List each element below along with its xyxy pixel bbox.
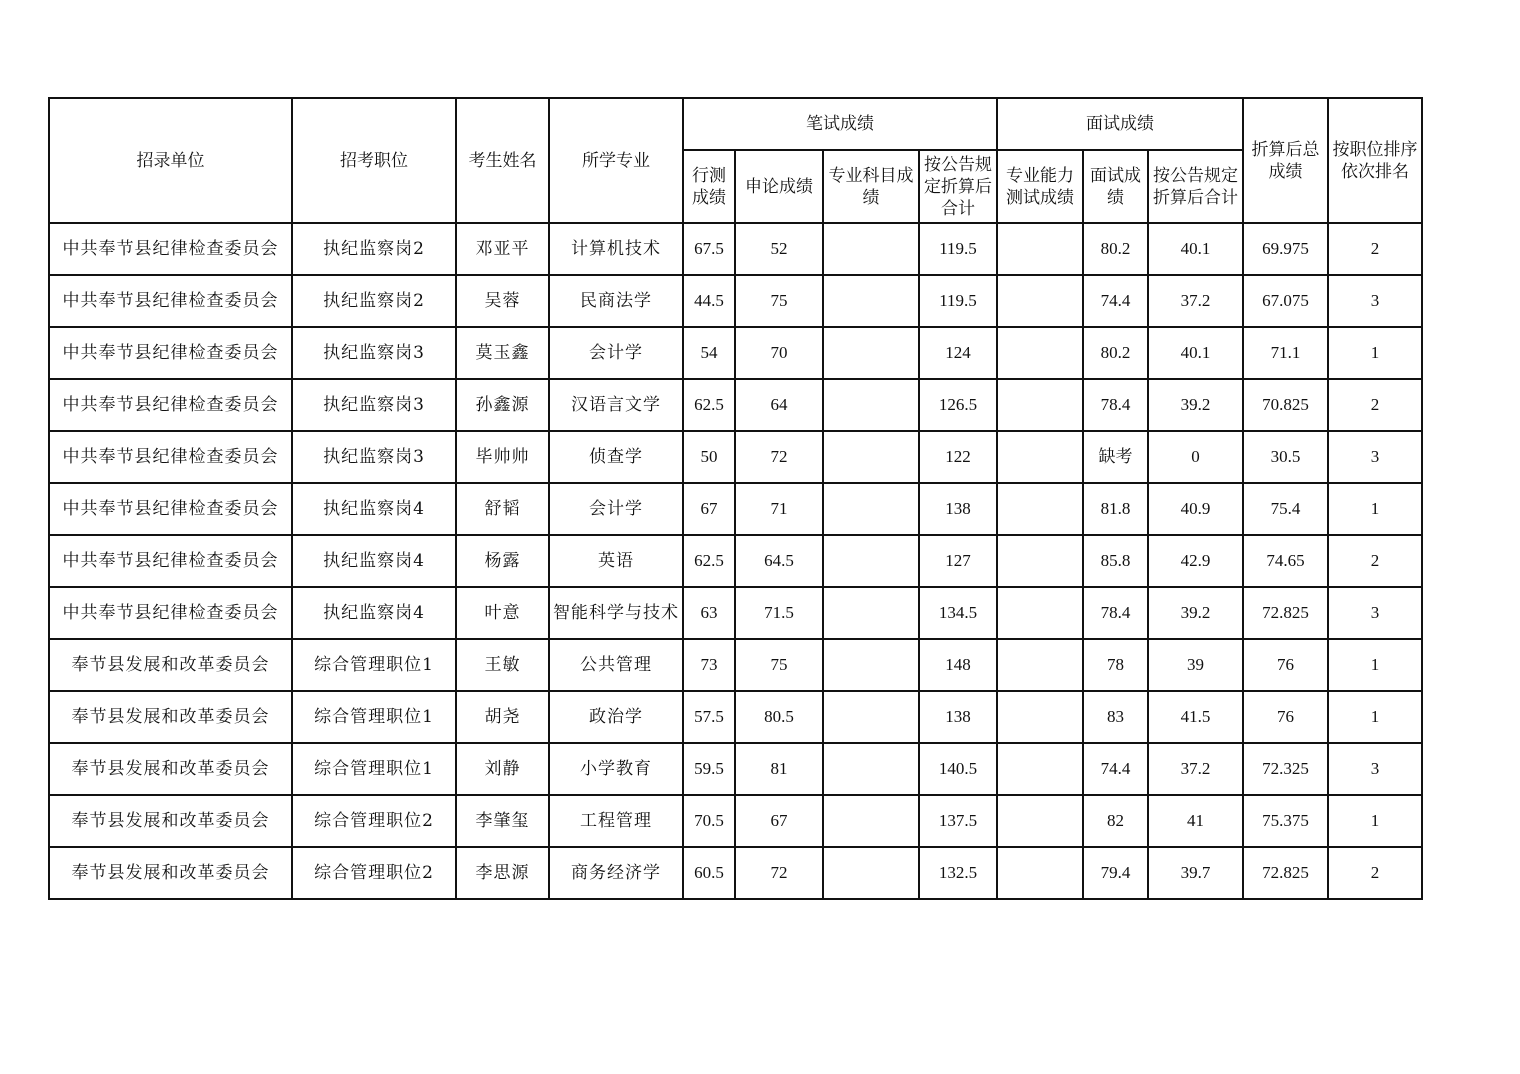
cell-ability <box>997 535 1083 587</box>
cell-major: 工程管理 <box>549 795 683 847</box>
header-written-converted <box>919 150 997 223</box>
header-row-top <box>49 98 1422 150</box>
cell-xingce: 62.5 <box>683 379 735 431</box>
cell-name: 叶意 <box>456 587 549 639</box>
cell-interview: 82 <box>1083 795 1148 847</box>
cell-shenlun: 64 <box>735 379 823 431</box>
cell-interview-converted: 40.1 <box>1148 223 1243 275</box>
cell-major: 计算机技术 <box>549 223 683 275</box>
cell-total: 69.975 <box>1243 223 1328 275</box>
cell-specialty <box>823 327 919 379</box>
header-unit: 招录单位 <box>49 98 292 223</box>
cell-written-converted: 119.5 <box>919 275 997 327</box>
cell-unit: 中共奉节县纪律检查委员会 <box>49 327 292 379</box>
cell-major: 汉语言文学 <box>549 379 683 431</box>
header-interview: 面试成绩 <box>1083 150 1148 223</box>
cell-total: 74.65 <box>1243 535 1328 587</box>
cell-interview-converted: 37.2 <box>1148 743 1243 795</box>
cell-shenlun: 75 <box>735 639 823 691</box>
cell-specialty <box>823 275 919 327</box>
cell-shenlun: 71 <box>735 483 823 535</box>
cell-shenlun: 67 <box>735 795 823 847</box>
cell-position: 综合管理职位2 <box>292 847 456 899</box>
cell-specialty <box>823 535 919 587</box>
cell-rank: 3 <box>1328 743 1422 795</box>
cell-written-converted: 122 <box>919 431 997 483</box>
cell-interview-converted: 39 <box>1148 639 1243 691</box>
cell-written-converted: 148 <box>919 639 997 691</box>
cell-position: 执纪监察岗4 <box>292 483 456 535</box>
header-written-group: 笔试成绩 <box>683 98 997 150</box>
cell-rank: 2 <box>1328 847 1422 899</box>
header-xingce: 行测成绩 <box>683 150 735 223</box>
header-interview-converted: 按公告规定折算后合计 <box>1148 150 1243 223</box>
cell-interview: 80.2 <box>1083 223 1148 275</box>
cell-unit: 奉节县发展和改革委员会 <box>49 743 292 795</box>
cell-major: 侦查学 <box>549 431 683 483</box>
cell-shenlun: 70 <box>735 327 823 379</box>
cell-interview: 81.8 <box>1083 483 1148 535</box>
table-row <box>49 587 1422 639</box>
cell-shenlun: 71.5 <box>735 587 823 639</box>
cell-ability <box>997 795 1083 847</box>
header-interview-group: 面试成绩 <box>997 98 1243 150</box>
cell-major: 英语 <box>549 535 683 587</box>
cell-xingce: 57.5 <box>683 691 735 743</box>
cell-written-converted: 119.5 <box>919 223 997 275</box>
cell-name: 舒韬 <box>456 483 549 535</box>
cell-rank: 1 <box>1328 691 1422 743</box>
cell-specialty <box>823 587 919 639</box>
header-position: 招考职位 <box>292 98 456 223</box>
cell-name: 杨露 <box>456 535 549 587</box>
cell-interview: 74.4 <box>1083 743 1148 795</box>
cell-position: 综合管理职位1 <box>292 743 456 795</box>
cell-specialty <box>823 847 919 899</box>
cell-specialty <box>823 379 919 431</box>
cell-total: 75.375 <box>1243 795 1328 847</box>
cell-unit: 中共奉节县纪律检查委员会 <box>49 223 292 275</box>
cell-unit: 中共奉节县纪律检查委员会 <box>49 535 292 587</box>
cell-rank: 1 <box>1328 639 1422 691</box>
cell-interview: 78 <box>1083 639 1148 691</box>
table-body <box>49 223 1422 899</box>
cell-interview-converted: 39.2 <box>1148 587 1243 639</box>
cell-interview-converted: 0 <box>1148 431 1243 483</box>
cell-written-converted: 127 <box>919 535 997 587</box>
cell-rank: 1 <box>1328 483 1422 535</box>
cell-unit: 奉节县发展和改革委员会 <box>49 847 292 899</box>
cell-ability <box>997 483 1083 535</box>
cell-position: 执纪监察岗2 <box>292 275 456 327</box>
cell-name: 李肇玺 <box>456 795 549 847</box>
cell-total: 72.825 <box>1243 847 1328 899</box>
cell-specialty <box>823 223 919 275</box>
header-name: 考生姓名 <box>456 98 549 223</box>
cell-interview: 78.4 <box>1083 587 1148 639</box>
cell-interview-converted: 41.5 <box>1148 691 1243 743</box>
cell-shenlun: 64.5 <box>735 535 823 587</box>
cell-name: 吴蓉 <box>456 275 549 327</box>
cell-name: 王敏 <box>456 639 549 691</box>
cell-major: 会计学 <box>549 327 683 379</box>
cell-major: 智能科学与技术 <box>549 587 683 639</box>
cell-written-converted: 126.5 <box>919 379 997 431</box>
cell-unit: 奉节县发展和改革委员会 <box>49 691 292 743</box>
header-written-converted-text: 按公告规定折算后合计 <box>924 154 992 219</box>
cell-ability <box>997 743 1083 795</box>
cell-major: 政治学 <box>549 691 683 743</box>
cell-xingce: 44.5 <box>683 275 735 327</box>
cell-name: 邓亚平 <box>456 223 549 275</box>
cell-specialty <box>823 795 919 847</box>
cell-unit: 奉节县发展和改革委员会 <box>49 795 292 847</box>
cell-written-converted: 124 <box>919 327 997 379</box>
cell-written-converted: 137.5 <box>919 795 997 847</box>
cell-interview: 83 <box>1083 691 1148 743</box>
cell-shenlun: 80.5 <box>735 691 823 743</box>
table-row <box>49 431 1422 483</box>
cell-unit: 中共奉节县纪律检查委员会 <box>49 379 292 431</box>
cell-xingce: 60.5 <box>683 847 735 899</box>
cell-total: 72.325 <box>1243 743 1328 795</box>
cell-total: 30.5 <box>1243 431 1328 483</box>
cell-total: 71.1 <box>1243 327 1328 379</box>
cell-xingce: 63 <box>683 587 735 639</box>
table-row <box>49 483 1422 535</box>
cell-name: 孙鑫源 <box>456 379 549 431</box>
cell-interview-converted: 39.2 <box>1148 379 1243 431</box>
cell-xingce: 73 <box>683 639 735 691</box>
cell-position: 综合管理职位1 <box>292 691 456 743</box>
cell-interview-converted: 40.9 <box>1148 483 1243 535</box>
cell-rank: 3 <box>1328 275 1422 327</box>
cell-specialty <box>823 483 919 535</box>
cell-position: 综合管理职位1 <box>292 639 456 691</box>
cell-unit: 奉节县发展和改革委员会 <box>49 639 292 691</box>
cell-unit: 中共奉节县纪律检查委员会 <box>49 587 292 639</box>
cell-interview-converted: 37.2 <box>1148 275 1243 327</box>
table-row <box>49 795 1422 847</box>
cell-name: 刘静 <box>456 743 549 795</box>
cell-name: 李思源 <box>456 847 549 899</box>
cell-interview: 85.8 <box>1083 535 1148 587</box>
header-specialty: 专业科目成绩 <box>823 150 919 223</box>
table-row <box>49 847 1422 899</box>
cell-major: 商务经济学 <box>549 847 683 899</box>
cell-total: 70.825 <box>1243 379 1328 431</box>
cell-interview: 79.4 <box>1083 847 1148 899</box>
cell-interview: 74.4 <box>1083 275 1148 327</box>
table-row <box>49 275 1422 327</box>
cell-written-converted: 132.5 <box>919 847 997 899</box>
cell-ability <box>997 639 1083 691</box>
cell-written-converted: 134.5 <box>919 587 997 639</box>
cell-interview-converted: 39.7 <box>1148 847 1243 899</box>
cell-unit: 中共奉节县纪律检查委员会 <box>49 483 292 535</box>
cell-specialty <box>823 691 919 743</box>
cell-position: 执纪监察岗4 <box>292 535 456 587</box>
cell-interview: 80.2 <box>1083 327 1148 379</box>
cell-position: 执纪监察岗3 <box>292 327 456 379</box>
cell-xingce: 62.5 <box>683 535 735 587</box>
cell-interview-converted: 40.1 <box>1148 327 1243 379</box>
header-total: 折算后总成绩 <box>1243 98 1328 223</box>
cell-rank: 3 <box>1328 431 1422 483</box>
cell-ability <box>997 847 1083 899</box>
cell-rank: 2 <box>1328 535 1422 587</box>
cell-position: 执纪监察岗3 <box>292 431 456 483</box>
cell-interview: 78.4 <box>1083 379 1148 431</box>
cell-name: 毕帅帅 <box>456 431 549 483</box>
cell-major: 民商法学 <box>549 275 683 327</box>
cell-ability <box>997 587 1083 639</box>
cell-ability <box>997 275 1083 327</box>
cell-ability <box>997 223 1083 275</box>
cell-position: 综合管理职位2 <box>292 795 456 847</box>
table-row <box>49 327 1422 379</box>
cell-xingce: 67 <box>683 483 735 535</box>
cell-ability <box>997 431 1083 483</box>
cell-xingce: 70.5 <box>683 795 735 847</box>
cell-interview-converted: 42.9 <box>1148 535 1243 587</box>
cell-major: 小学教育 <box>549 743 683 795</box>
cell-position: 执纪监察岗2 <box>292 223 456 275</box>
cell-xingce: 67.5 <box>683 223 735 275</box>
cell-name: 胡尧 <box>456 691 549 743</box>
cell-specialty <box>823 743 919 795</box>
header-major: 所学专业 <box>549 98 683 223</box>
cell-major: 会计学 <box>549 483 683 535</box>
cell-ability <box>997 327 1083 379</box>
cell-total: 76 <box>1243 639 1328 691</box>
header-rank: 按职位排序依次排名 <box>1328 98 1422 223</box>
cell-total: 72.825 <box>1243 587 1328 639</box>
cell-rank: 2 <box>1328 379 1422 431</box>
cell-written-converted: 140.5 <box>919 743 997 795</box>
cell-specialty <box>823 639 919 691</box>
score-table <box>48 97 1423 900</box>
table-row <box>49 639 1422 691</box>
cell-total: 75.4 <box>1243 483 1328 535</box>
cell-interview: 缺考 <box>1083 431 1148 483</box>
cell-total: 76 <box>1243 691 1328 743</box>
cell-unit: 中共奉节县纪律检查委员会 <box>49 431 292 483</box>
cell-shenlun: 72 <box>735 847 823 899</box>
table-row <box>49 223 1422 275</box>
cell-shenlun: 52 <box>735 223 823 275</box>
cell-name: 莫玉鑫 <box>456 327 549 379</box>
cell-major: 公共管理 <box>549 639 683 691</box>
header-shenlun: 申论成绩 <box>735 150 823 223</box>
cell-rank: 1 <box>1328 327 1422 379</box>
cell-rank: 2 <box>1328 223 1422 275</box>
cell-shenlun: 81 <box>735 743 823 795</box>
cell-unit: 中共奉节县纪律检查委员会 <box>49 275 292 327</box>
cell-ability <box>997 379 1083 431</box>
table-row <box>49 535 1422 587</box>
cell-xingce: 54 <box>683 327 735 379</box>
cell-shenlun: 75 <box>735 275 823 327</box>
table-row <box>49 743 1422 795</box>
table-row <box>49 379 1422 431</box>
cell-xingce: 59.5 <box>683 743 735 795</box>
cell-specialty <box>823 431 919 483</box>
cell-rank: 3 <box>1328 587 1422 639</box>
cell-ability <box>997 691 1083 743</box>
cell-position: 执纪监察岗4 <box>292 587 456 639</box>
cell-interview-converted: 41 <box>1148 795 1243 847</box>
cell-written-converted: 138 <box>919 691 997 743</box>
cell-rank: 1 <box>1328 795 1422 847</box>
cell-position: 执纪监察岗3 <box>292 379 456 431</box>
table-row <box>49 691 1422 743</box>
cell-total: 67.075 <box>1243 275 1328 327</box>
cell-written-converted: 138 <box>919 483 997 535</box>
header-ability: 专业能力测试成绩 <box>997 150 1083 223</box>
cell-xingce: 50 <box>683 431 735 483</box>
cell-shenlun: 72 <box>735 431 823 483</box>
